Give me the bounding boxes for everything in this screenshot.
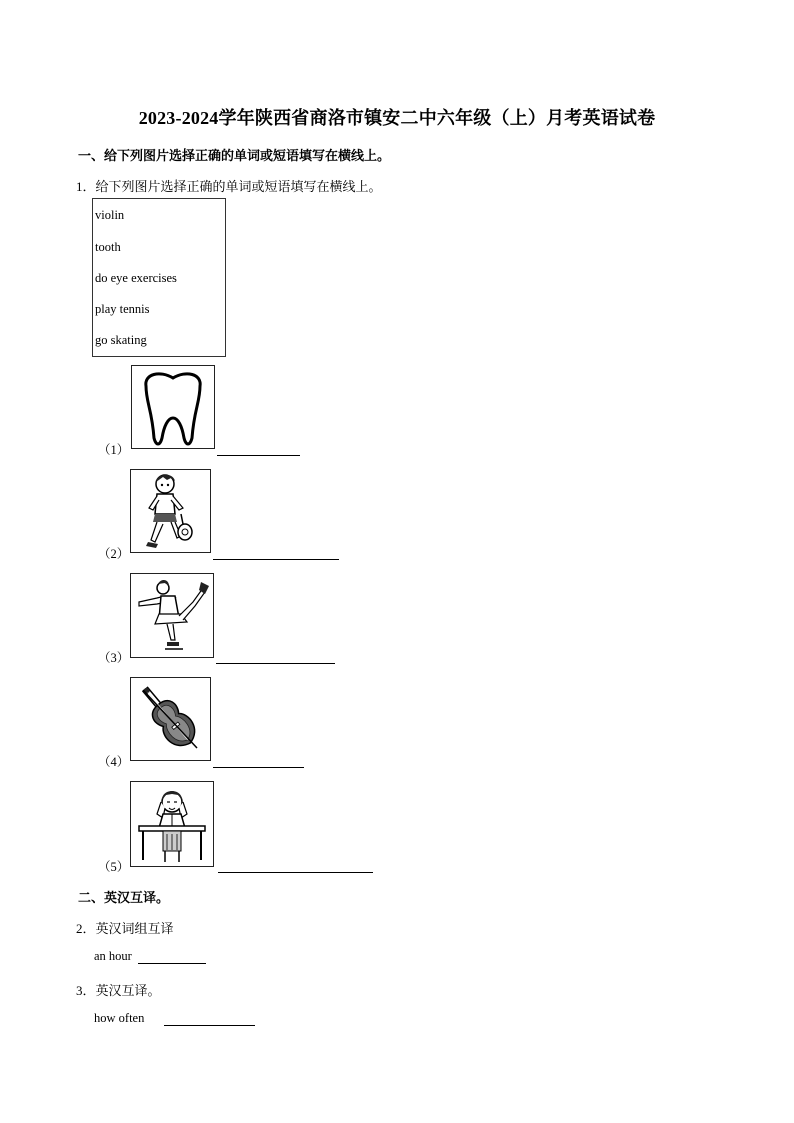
item-number: （1） — [98, 443, 130, 457]
question-3-text: 3．英汉互译。 — [76, 983, 161, 998]
answer-blank-q2[interactable] — [138, 963, 206, 964]
word-box — [92, 198, 226, 357]
boy-eye-exercises-picture — [130, 781, 214, 867]
answer-blank-2[interactable] — [213, 559, 339, 560]
item-number: （3） — [98, 651, 130, 665]
word-option: violin — [95, 208, 125, 222]
item-number: （5） — [98, 860, 130, 874]
word-option: go skating — [95, 333, 147, 347]
question-2-text: 2．英汉词组互译 — [76, 921, 174, 936]
tooth-picture — [131, 365, 215, 449]
girl-skating-picture — [130, 573, 214, 658]
question-1-text: 1．给下列图片选择正确的单词或短语填写在横线上。 — [76, 179, 382, 194]
question-3-phrase: how often — [94, 1011, 145, 1025]
item-number: （4） — [98, 755, 130, 769]
page-title: 2023-2024学年陕西省商洛市镇安二中六年级（上）月考英语试卷 — [138, 108, 656, 128]
boy-tennis-picture — [130, 469, 211, 553]
item-number: （2） — [98, 547, 130, 561]
answer-blank-4[interactable] — [213, 767, 304, 768]
answer-blank-q3[interactable] — [164, 1025, 255, 1026]
section-heading-2: 二、英汉互译。 — [78, 890, 170, 905]
answer-blank-1[interactable] — [217, 455, 300, 456]
word-option: tooth — [95, 240, 121, 254]
section-heading-1: 一、给下列图片选择正确的单词或短语填写在横线上。 — [78, 148, 391, 163]
question-2-phrase: an hour — [94, 949, 132, 963]
answer-blank-5[interactable] — [218, 872, 373, 873]
violin-picture — [130, 677, 211, 761]
answer-blank-3[interactable] — [216, 663, 335, 664]
word-option: play tennis — [95, 302, 150, 316]
word-option: do eye exercises — [95, 271, 177, 285]
